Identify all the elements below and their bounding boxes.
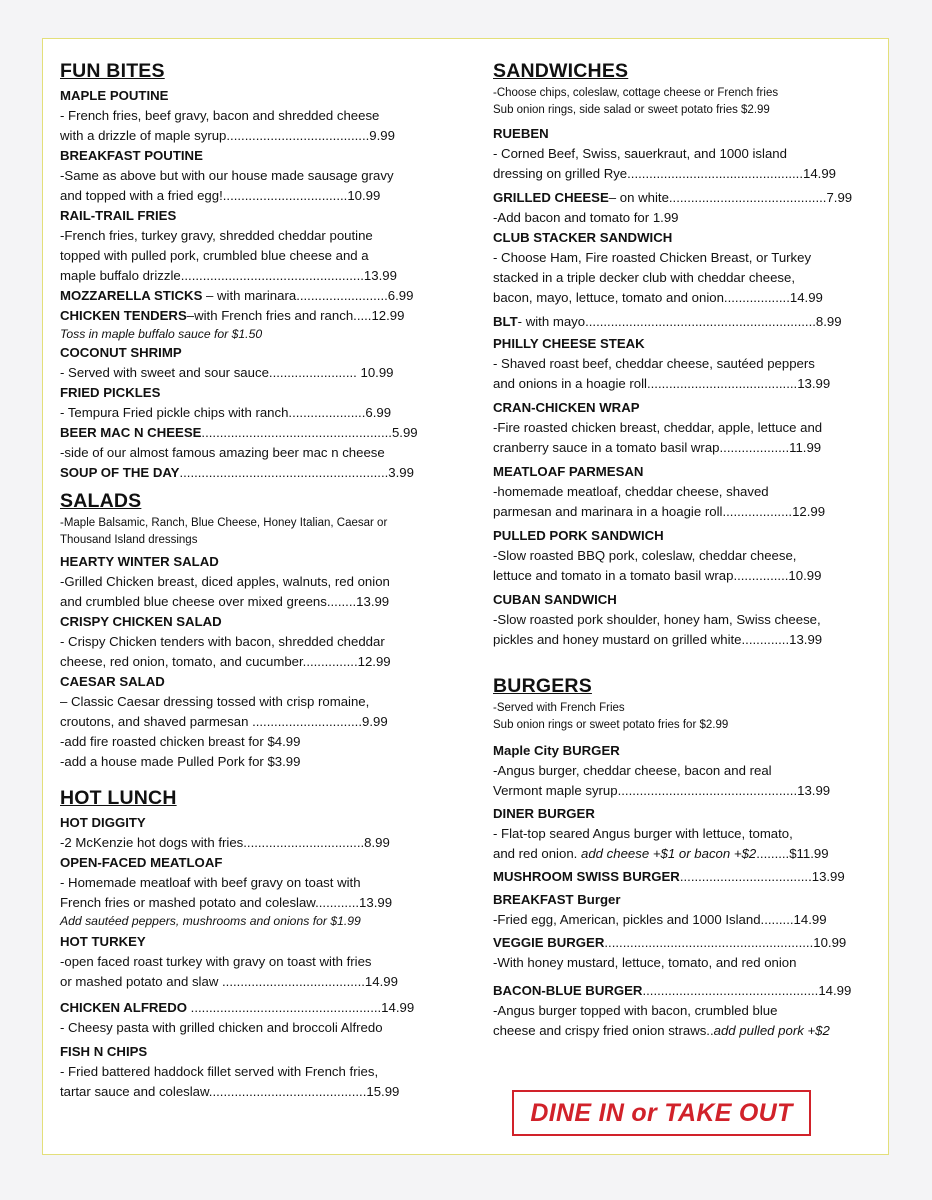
item-description: -side of our almost famous amazing beer mac n cheese: [60, 445, 385, 460]
sandwiches-title: SANDWICHES: [493, 60, 629, 82]
item-description: or mashed potato and slaw .......................................14.99: [60, 974, 398, 989]
menu-item-name: CHICKEN TENDERS: [60, 308, 187, 323]
menu-item-name: BREAKFAST POUTINE: [60, 148, 203, 163]
item-description: -Same as above but with our house made sausage gravy: [60, 168, 394, 183]
menu-item-name: HOT DIGGITY: [60, 815, 146, 830]
item-description: pickles and honey mustard on grilled white.............13.99: [493, 632, 823, 647]
item-description: French fries or mashed potato and coleslaw............13.99: [60, 895, 393, 910]
menu-item-name: HOT TURKEY: [60, 934, 146, 949]
section-note: Sub onion rings, side salad or sweet potato fries $2.99: [493, 103, 770, 116]
menu-item-name: CLUB STACKER SANDWICH: [493, 230, 673, 245]
item-description: [493, 1021, 873, 1041]
sandwiches-section: [493, 59, 873, 650]
menu-item-name: RUEBEN: [493, 126, 549, 141]
item-addon: add cheese +$1 or bacon +$2: [581, 846, 757, 861]
item-price-line: ................................................14.99: [642, 983, 852, 998]
menu-item-inline: [493, 188, 873, 208]
menu-item-name: CRISPY CHICKEN SALAD: [60, 614, 222, 629]
item-description: cheese, red onion, tomato, and cucumber...............12.99: [60, 654, 391, 669]
item-price-line: – with marinara.........................6.99: [202, 288, 414, 303]
item-description: croutons, and shaved parmesan ..............................9.99: [60, 714, 388, 729]
item-description: parmesan and marinara in a hoagie roll...................12.99: [493, 504, 826, 519]
item-description: cranberry sauce in a tomato basil wrap...................11.99: [493, 440, 822, 455]
item-description: and topped with a fried egg!..................................10.99: [60, 188, 381, 203]
section-note: -Maple Balsamic, Ranch, Blue Cheese, Honey Italian, Caesar or: [60, 517, 388, 529]
item-description: -Slow roasted pork shoulder, honey ham, Swiss cheese,: [493, 612, 821, 627]
item-description: maple buffalo drizzle..................................................13.99: [60, 268, 397, 283]
item-description: -Add bacon and tomato for 1.99: [493, 210, 679, 225]
item-description: - Served with sweet and sour sauce........................ 10.99: [60, 365, 394, 380]
item-description: - French fries, beef gravy, bacon and shredded cheese: [60, 108, 380, 123]
menu-item-name: RAIL-TRAIL FRIES: [60, 208, 177, 223]
menu-item-name: SOUP OF THE DAY: [60, 465, 180, 480]
item-note: Toss in maple buffalo sauce for $1.50: [60, 327, 263, 341]
item-description: tartar sauce and coleslaw...........................................15.99: [60, 1084, 400, 1099]
item-description: -homemade meatloaf, cheddar cheese, shaved: [493, 484, 769, 499]
menu-item-name: FRIED PICKLES: [60, 385, 161, 400]
menu-item-name: FISH N CHIPS: [60, 1044, 148, 1059]
menu-item-name: MUSHROOM SWISS BURGER: [493, 869, 680, 884]
item-description: lettuce and tomato in a tomato basil wrap...............10.99: [493, 568, 822, 583]
item-description: -2 McKenzie hot dogs with fries.................................8.99: [60, 835, 390, 850]
menu-item-name: HEARTY WINTER SALAD: [60, 554, 219, 569]
item-description: bacon, mayo, lettuce, tomato and onion..................14.99: [493, 290, 823, 305]
menu-item-name: MOZZARELLA STICKS: [60, 288, 203, 303]
item-description: -Angus burger topped with bacon, crumbled blue: [493, 1003, 778, 1018]
menu-item-name: COCONUT SHRIMP: [60, 345, 182, 360]
item-description: - Flat-top seared Angus burger with lettuce, tomato,: [493, 826, 793, 841]
menu-item-inline: [493, 867, 873, 887]
section-note: -Served with French Fries: [493, 702, 625, 714]
section-note: Sub onion rings or sweet potato fries for $2.99: [493, 718, 729, 731]
item-description: - Corned Beef, Swiss, sauerkraut, and 1000 island: [493, 146, 787, 161]
hot-lunch-section: [60, 786, 440, 1102]
menu-item-inline: [60, 998, 440, 1018]
item-price-line: –with French fries and ranch.....12.99: [186, 308, 405, 323]
item-description: [493, 844, 873, 864]
item-description: Vermont maple syrup.................................................13.99: [493, 783, 831, 798]
menu-item-name: BREAKFAST Burger: [493, 892, 621, 907]
item-description: and onions in a hoagie roll.........................................13.99: [493, 376, 831, 391]
fun-bites-section: [60, 59, 440, 483]
item-description: -Slow roasted BBQ pork, coleslaw, cheddar cheese,: [493, 548, 797, 563]
item-description: - Choose Ham, Fire roasted Chicken Breast, or Turkey: [493, 250, 812, 265]
menu-item-name: CUBAN SANDWICH: [493, 592, 617, 607]
item-price-line: ....................................13.99: [679, 869, 845, 884]
item-description: with a drizzle of maple syrup.......................................9.99: [60, 128, 395, 143]
item-description: topped with pulled pork, crumbled blue cheese and a: [60, 248, 369, 263]
item-price-line: ....................................................14.99: [187, 1000, 415, 1015]
menu-item-name: BACON-BLUE BURGER: [493, 983, 643, 998]
menu-item-inline: [60, 286, 440, 306]
item-price-line: – on white...........................................7.99: [608, 190, 853, 205]
item-description: -add fire roasted chicken breast for $4.99: [60, 734, 301, 749]
item-description: and crumbled blue cheese over mixed greens........13.99: [60, 594, 390, 609]
menu-page: [42, 38, 889, 1155]
menu-item-name: CRAN-CHICKEN WRAP: [493, 400, 640, 415]
item-description: -Angus burger, cheddar cheese, bacon and real: [493, 763, 772, 778]
menu-item-inline: [493, 981, 873, 1001]
menu-item-name: PULLED PORK SANDWICH: [493, 528, 664, 543]
item-text: cheese and crispy fried onion straws..: [493, 1023, 714, 1038]
item-description: dressing on grilled Rye................................................14.99: [493, 166, 837, 181]
menu-item-inline: [60, 423, 440, 443]
item-price-line: .........................................................3.99: [179, 465, 414, 480]
dine-in-take-out-banner: DINE IN or TAKE OUT: [512, 1090, 811, 1136]
burgers-title: BURGERS: [493, 675, 592, 697]
salads-title: SALADS: [60, 490, 142, 512]
item-description: -French fries, turkey gravy, shredded cheddar poutine: [60, 228, 373, 243]
item-addon: add pulled pork +$2: [713, 1023, 830, 1038]
menu-item-name: PHILLY CHEESE STEAK: [493, 336, 645, 351]
right-column: [493, 59, 873, 1041]
item-description: -Fried egg, American, pickles and 1000 Island.........14.99: [493, 912, 827, 927]
menu-item-inline: [60, 463, 440, 483]
menu-item-name: Maple City BURGER: [493, 743, 620, 758]
item-description: -open faced roast turkey with gravy on toast with fries: [60, 954, 372, 969]
menu-item-inline: [493, 933, 873, 953]
menu-item-name: MAPLE POUTINE: [60, 88, 169, 103]
menu-item-inline: [60, 306, 440, 326]
item-price-line: ....................................................5.99: [201, 425, 418, 440]
menu-item-name: CAESAR SALAD: [60, 674, 165, 689]
item-description: -Fire roasted chicken breast, cheddar, apple, lettuce and: [493, 420, 823, 435]
menu-item-name: DINER BURGER: [493, 806, 595, 821]
item-description: – Classic Caesar dressing tossed with crisp romaine,: [60, 694, 370, 709]
item-description: - Homemade meatloaf with beef gravy on toast with: [60, 875, 361, 890]
fun-bites-title: FUN BITES: [60, 60, 165, 82]
item-note: Add sautéed peppers, mushrooms and onions for $1.99: [60, 914, 361, 928]
item-price-line: .........$11.99: [756, 846, 829, 861]
item-description: - Fried battered haddock fillet served with French fries,: [60, 1064, 379, 1079]
menu-item-name: BEER MAC N CHEESE: [60, 425, 202, 440]
item-description: - Cheesy pasta with grilled chicken and broccoli Alfredo: [60, 1020, 383, 1035]
menu-item-name: GRILLED CHEESE: [493, 190, 609, 205]
burgers-section: [493, 674, 873, 1041]
menu-item-name: MEATLOAF PARMESAN: [493, 464, 644, 479]
menu-item-inline: [493, 312, 873, 332]
section-note: -Choose chips, coleslaw, cottage cheese or French fries: [493, 87, 779, 99]
menu-item-name: CHICKEN ALFREDO: [60, 1000, 187, 1015]
item-description: - Tempura Fried pickle chips with ranch.....................6.99: [60, 405, 392, 420]
item-price-line: .........................................................10.99: [604, 935, 847, 950]
item-description: -Grilled Chicken breast, diced apples, walnuts, red onion: [60, 574, 390, 589]
salads-section: [60, 489, 440, 772]
item-description: stacked in a triple decker club with cheddar cheese,: [493, 270, 796, 285]
menu-item-name: BLT: [493, 314, 518, 329]
item-price-line: - with mayo...............................................................8.99: [517, 314, 842, 329]
hot-lunch-title: HOT LUNCH: [60, 787, 177, 809]
item-text: and red onion.: [493, 846, 581, 861]
item-description: - Shaved roast beef, cheddar cheese, sautéed peppers: [493, 356, 815, 371]
item-description: -add a house made Pulled Pork for $3.99: [60, 754, 301, 769]
section-note: Thousand Island dressings: [60, 533, 198, 546]
menu-item-name: VEGGIE BURGER: [493, 935, 605, 950]
item-description: -With honey mustard, lettuce, tomato, and red onion: [493, 955, 797, 970]
menu-item-name: OPEN-FACED MEATLOAF: [60, 855, 223, 870]
item-description: - Crispy Chicken tenders with bacon, shredded cheddar: [60, 634, 385, 649]
left-column: [60, 59, 440, 1102]
